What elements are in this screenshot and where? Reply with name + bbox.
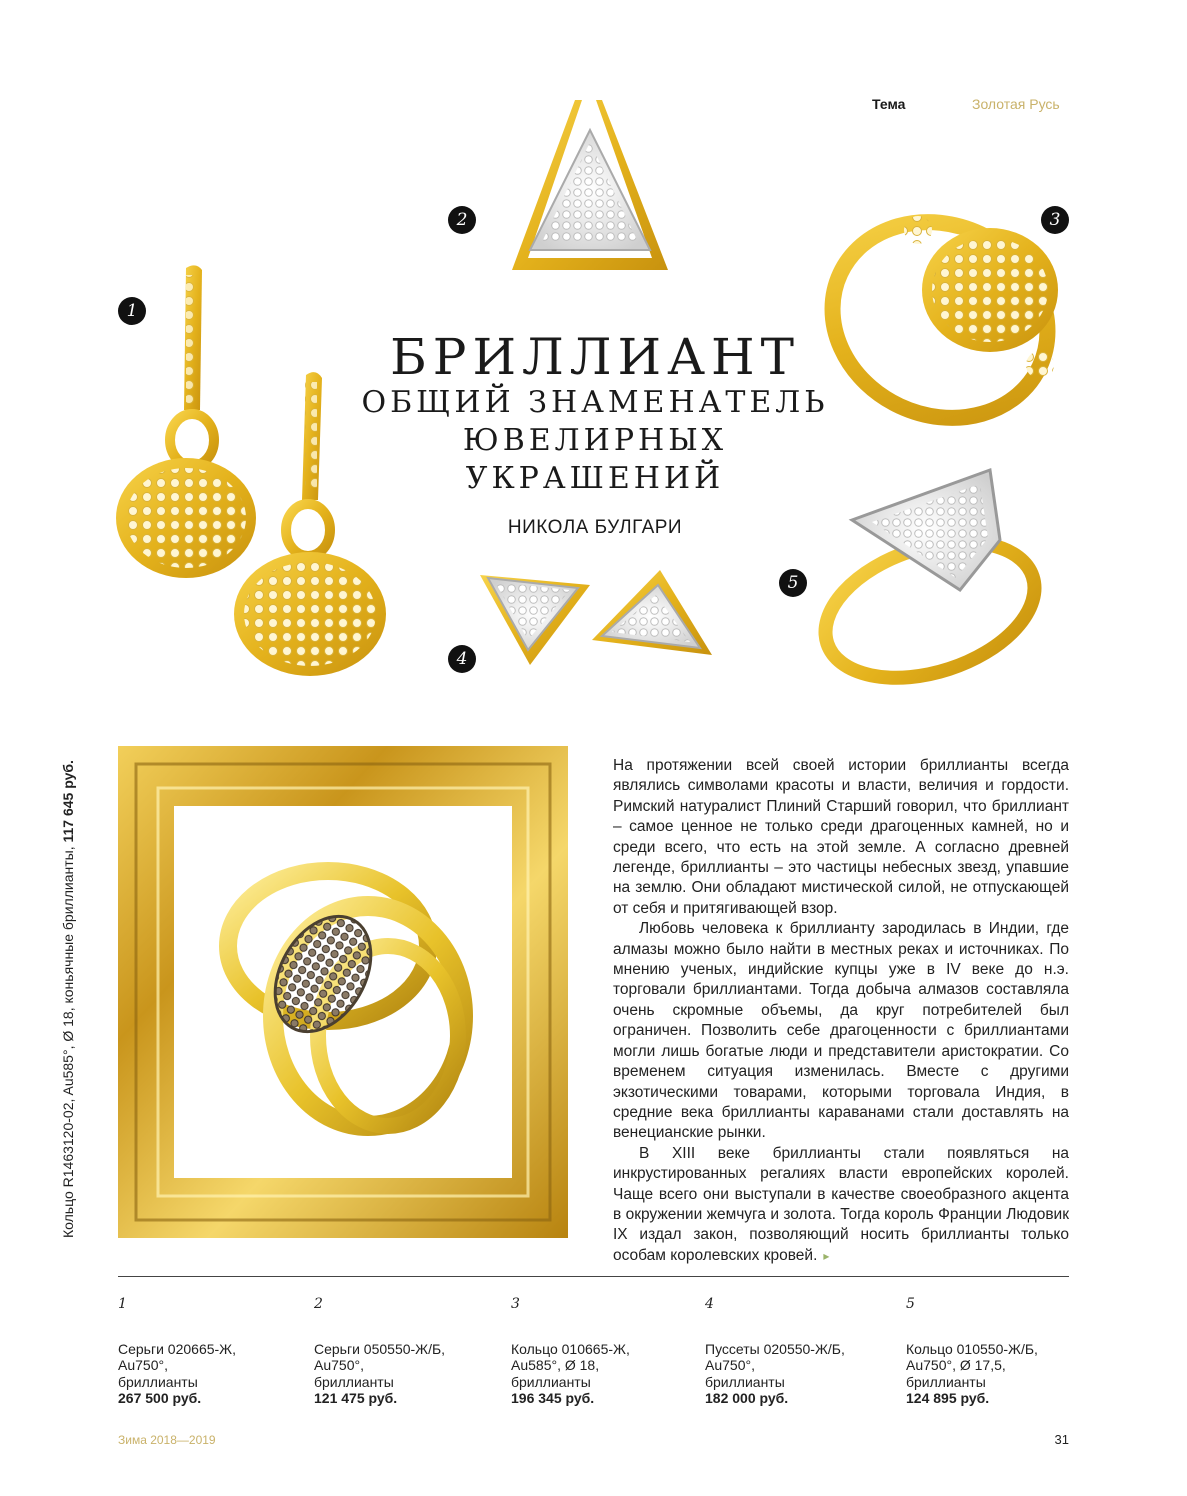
catalogue-number: 5 [906,1296,915,1312]
catalogue-number: 3 [511,1296,520,1312]
catalogue-price: 124 895 руб. [906,1390,990,1406]
catalogue-item-3 [511,1296,681,1407]
catalogue-line: Au750°, Ø 17,5, [906,1357,1006,1373]
article-paragraph-1: На протяжении всей своей истории бриллианты всегда являлись символами красоты и власти, величия и гордости. Римский натуралист Плиний Старший говорил, что бриллиант – самое ценное не только среди драгоценных камней, но и среди всего, что есть на этой земле. А согласно древней легенде, бриллианты – это частицы небесных звезд, упавшие на землю. Они обладают мистической силой, не отпускающей от себя и притягивающей взор. [613,757,1069,917]
article-title [340,330,850,498]
badge-4: 4 [448,645,476,673]
studs-4-image [480,570,712,665]
catalogue-line: бриллианты [906,1373,986,1390]
title-line-3: ЮВЕЛИРНЫХ [462,423,728,458]
ring-5-image [808,470,1052,702]
catalogue-line: Au585°, Ø 18, [511,1357,600,1373]
catalogue-item-5 [906,1296,1076,1407]
vertical-caption-text: Кольцо R1463120-02, Au585°, Ø 18, коньячные бриллианты, [60,842,76,1238]
catalogue-price: 182 000 руб. [705,1390,789,1406]
catalogue-line: Au750°, [314,1357,364,1373]
catalogue-line: бриллианты [118,1373,198,1390]
catalogue-item-1 [118,1296,288,1407]
issue-label: Зима 2018—2019 [118,1433,216,1447]
catalogue-line: бриллианты [705,1373,785,1390]
catalogue-price: 121 475 руб. [314,1390,398,1406]
catalogue-line: Кольцо 010550-Ж/Б, [906,1340,1038,1357]
article-body [613,756,1069,1266]
catalogue-number: 2 [314,1296,323,1312]
catalogue-line: Серьги 020665-Ж, [118,1340,236,1357]
catalogue-line: бриллианты [511,1373,591,1390]
article-author: НИКОЛА БУЛГАРИ [507,517,683,538]
vertical-caption [60,748,78,1238]
title-line-2: ОБЩИЙ ЗНАМЕНАТЕЛЬ [361,385,829,420]
catalogue-item-4 [705,1296,875,1407]
badge-3: 3 [1041,206,1069,234]
page-number: 31 [1054,1432,1069,1447]
vertical-caption-price: 117 645 руб. [60,760,76,843]
catalogue-line: Au750°, [705,1357,755,1373]
title-line-1: БРИЛЛИАНТ [390,328,800,386]
badge-2: 2 [448,206,476,234]
catalogue-line: Au750°, [118,1357,168,1373]
catalogue-number: 1 [118,1296,127,1312]
catalogue-line: бриллианты [314,1373,394,1390]
catalogue-price: 196 345 руб. [511,1390,595,1406]
section-label: Тема [872,96,906,112]
catalogue-price: 267 500 руб. [118,1390,202,1406]
catalogue-line: Пуссеты 020550-Ж/Б, [705,1340,845,1357]
badge-1: 1 [118,297,146,325]
framed-ring-image [118,746,568,1238]
catalogue-item-2 [314,1296,484,1407]
catalogue-divider [118,1276,1069,1277]
catalogue-number: 4 [705,1296,714,1312]
badge-5: 5 [779,569,807,597]
title-line-4: УКРАШЕНИЙ [465,461,725,496]
catalogue-line: Серьги 050550-Ж/Б, [314,1340,446,1357]
article-paragraph-2: Любовь человека к бриллианту зародилась в Индии, где алмазы можно было найти в местных реках и источниках. По мнению ученых, индийские купцы уже в IV веке до н.э. торговали бриллиантами. Тогда добыча алмазов составляла очень скромные объемы, да круг потребителей был ограничен. Позволить себе драгоценности с бриллиантами могли лишь богатые люди и представители аристократии. Со временем ситуация изменилась. Вместе с другими экзотическими товарами, которыми торговала Индия, в средние века бриллианты караванами стали доставлять на венецианские рынки. [613,920,1069,1142]
catalogue-line: Кольцо 010665-Ж, [511,1340,630,1357]
section-name: Золотая Русь [972,96,1060,112]
article-paragraph-3: В XIII веке бриллианты стали появляться на инкрустированных регалиях власти европейских королей. Чаще всего они выступали в качестве своеобразного акцента в окружении жемчуга и золота. Тогда король Франции Людовик IX издал закон, позволяющий носить бриллианты только особам королевских кровей. [613,1144,1069,1264]
earring-2-image [512,100,668,270]
continue-arrow-icon: ▸ [823,1248,830,1263]
